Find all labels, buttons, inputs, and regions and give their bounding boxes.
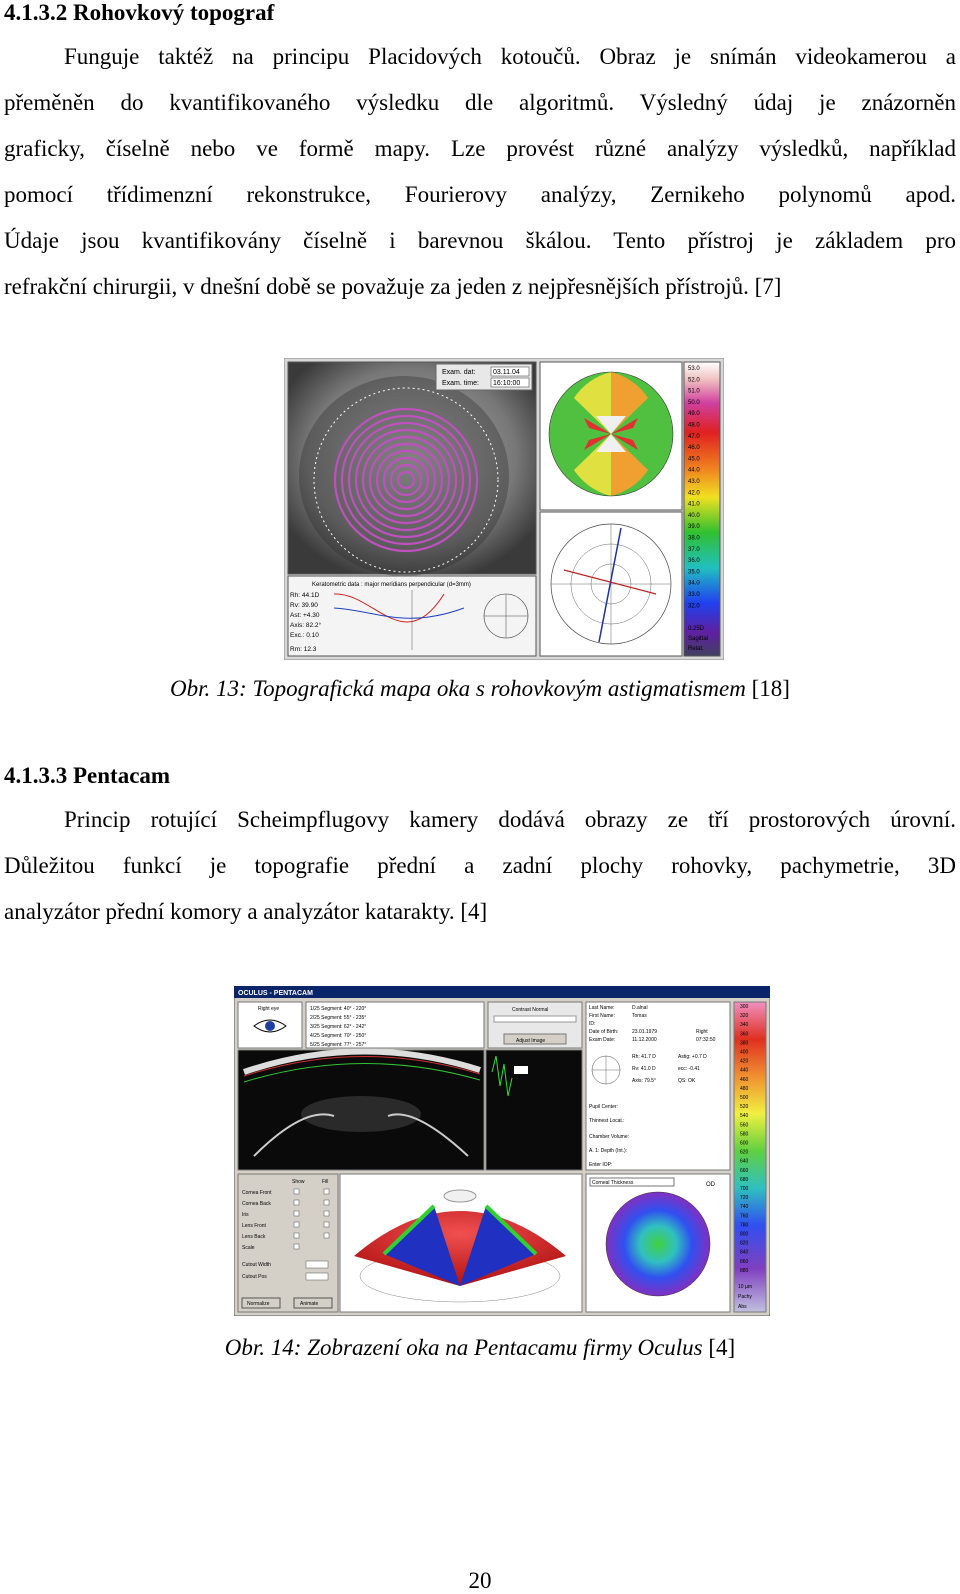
measure: Rh: 41.7 D: [632, 1054, 656, 1060]
scale-footer: Sagittal: [688, 636, 709, 642]
od-label: OD: [706, 1182, 715, 1188]
scale-value: 33.0: [688, 592, 700, 598]
measure: QS: OK: [678, 1078, 696, 1084]
scale-value: 48.0: [688, 422, 700, 429]
paragraph-pentacam: [4, 797, 956, 935]
pachy-scale-value: 640: [740, 1158, 749, 1165]
segment-item[interactable]: 3/25 Segment: 62° - 242°: [310, 1024, 367, 1030]
pachy-scale-value: 540: [740, 1113, 749, 1120]
paragraph-line: pomocí třídimenzní rekonstrukce, Fourierovy analýzy, Zernikeho polynomů apod.: [4, 182, 956, 207]
measure: ecc: -0.41: [678, 1066, 700, 1072]
scale-value: 32.0: [688, 603, 700, 610]
pachy-scale-value: 740: [740, 1204, 749, 1211]
scale-value: 42.0: [688, 490, 700, 497]
scale-value: 53.0: [688, 366, 700, 372]
fill-checkbox[interactable]: [324, 1200, 329, 1205]
patient-label: ID:: [589, 1021, 596, 1027]
scale-footer: Relat.: [688, 646, 704, 652]
show-checkbox[interactable]: [294, 1222, 299, 1227]
pachy-scale-value: 520: [740, 1104, 749, 1111]
figure-topography-map: [284, 358, 724, 660]
pachy-scale-value: 840: [740, 1249, 749, 1256]
scale-value: 51.0: [688, 388, 700, 395]
pupil-row: Enter IOP:: [589, 1162, 613, 1168]
show-row-label: Scale: [242, 1245, 255, 1251]
keratometric-panel: [288, 576, 536, 656]
pachy-footer: 10 µm: [738, 1284, 752, 1290]
cutout-pos-input[interactable]: [306, 1273, 328, 1280]
paragraph-line: Důležitou funkcí je topografie přední a zadní plochy rohovky, pachymetrie, 3D: [4, 853, 956, 878]
patient-label: Exam Date:: [589, 1037, 616, 1043]
pachy-scale-value: 700: [740, 1186, 749, 1192]
pachy-scale-value: 800: [740, 1231, 749, 1238]
scale-value: 49.0: [688, 411, 700, 418]
pachy-scale-value: 860: [740, 1258, 749, 1265]
show-checkbox[interactable]: [294, 1244, 299, 1249]
window-title: OCULUS - PENTACAM: [238, 990, 313, 997]
pachy-scale-value: 420: [740, 1058, 749, 1065]
measure: Astig: +0.7 D: [678, 1054, 707, 1060]
scale-value: 47.0: [688, 433, 700, 440]
pachy-scale-value: 580: [740, 1131, 749, 1138]
eye-image-panel: [288, 362, 536, 576]
exam-time-value: 16:10:00: [493, 380, 521, 387]
page-number: 20: [468, 1568, 492, 1593]
segment-item[interactable]: 2/25 Segment: 55° - 235°: [310, 1015, 367, 1021]
segment-item[interactable]: 5/25 Segment: 77° - 257°: [310, 1042, 367, 1048]
measure: Rv: 41.0 D: [632, 1066, 656, 1072]
pachy-scale-value: 760: [740, 1213, 749, 1220]
scale-value: 35.0: [688, 569, 700, 576]
paragraph-line: přeměněn do kvantifikovaného výsledku dle algoritmů. Výsledný údaj je znázorněn: [4, 90, 956, 115]
cutout-label: Cutout Pos: [242, 1274, 267, 1280]
scale-value: 52.0: [688, 377, 700, 384]
curvature-map-panel: [540, 362, 682, 510]
fill-header: Fill: [322, 1179, 329, 1185]
adjust-image-label: Adjust Image: [516, 1038, 546, 1044]
eye-value: Right: [696, 1029, 708, 1035]
pupil-row: Pupil Center:: [589, 1104, 618, 1110]
exam-time-label: Exam. time:: [442, 380, 479, 387]
paragraph-line: Princip rotující Scheimpflugovy kamery dodává obrazy ze tří prostorových úrovní.: [64, 807, 956, 832]
patient-value: 11.12.2000: [632, 1037, 657, 1043]
paragraph-line: refrakční chirurgii, v dnešní době se považuje za jeden z nejpřesnějších přístrojů. [7]: [4, 274, 782, 299]
show-header: Show: [292, 1179, 305, 1185]
scale-value: 44.0: [688, 467, 700, 474]
pachy-scale-value: 720: [740, 1195, 749, 1202]
caption-text: Obr. 14: Zobrazení oka na Pentacamu firmy Oculus: [224, 1335, 703, 1360]
segment-item[interactable]: 4/25 Segment: 70° - 250°: [310, 1033, 367, 1039]
show-row-label: Cornea Front: [242, 1190, 272, 1196]
contrast-slider[interactable]: [494, 1016, 576, 1022]
pachy-footer: Abs: [738, 1304, 747, 1310]
paragraph-line: Funguje taktéž na principu Placidových kotoučů. Obraz je snímán videokamerou a: [64, 44, 956, 69]
contrast-label: Contrast Normal: [512, 1007, 549, 1013]
pachy-footer: Pachy: [738, 1294, 752, 1300]
segment-item[interactable]: 1/25 Segment: 40° - 220°: [310, 1006, 367, 1012]
paragraph-corneal-topograph: [4, 34, 956, 310]
figure-caption-topography: [0, 675, 960, 703]
patient-label: First Name:: [589, 1013, 615, 1019]
scale-value: 45.0: [688, 456, 700, 463]
pachy-scale-value: 660: [740, 1167, 749, 1174]
paragraph-line: graficky, číselně nebo ve formě mapy. Lze provést různé analýzy výsledků, například: [4, 136, 956, 161]
pupil-row: Thinnest Locat.:: [589, 1118, 625, 1124]
measure: Axis: 79.5°: [632, 1078, 656, 1084]
fill-checkbox[interactable]: [324, 1222, 329, 1227]
scale-value: 41.0: [688, 501, 700, 508]
paragraph-line: Údaje jsou kvantifikovány číselně i barevnou škálou. Tento přístroj je základem pro: [4, 228, 956, 253]
scale-value: 38.0: [688, 535, 700, 542]
show-checkbox[interactable]: [294, 1211, 299, 1216]
patient-label: Last Name:: [589, 1005, 615, 1011]
window-title-bar[interactable]: [234, 986, 770, 998]
color-scale-legend: [684, 362, 720, 656]
patient-value: D.alnal: [632, 1005, 648, 1011]
cutout-label: Cutout Width: [242, 1262, 271, 1268]
pachy-scale-value: 480: [740, 1085, 749, 1092]
pachy-scale-value: 620: [740, 1149, 749, 1156]
figure-pentacam-window: [234, 986, 770, 1316]
show-row-label: Cornea Back: [242, 1201, 271, 1207]
pachy-scale-value: 880: [740, 1267, 749, 1274]
caption-reference: [4]: [702, 1335, 736, 1360]
keratometric-title: Keratometric data : major meridians perpendicular (d=3mm): [312, 582, 471, 588]
patient-value: 23.01.1979: [632, 1029, 658, 1035]
scale-value: 40.0: [688, 512, 700, 519]
pachy-scale-value: 320: [740, 1013, 749, 1020]
eye-label: Right eye: [258, 1006, 280, 1012]
pachy-scale-value: 360: [740, 1031, 749, 1038]
show-row-label: Lens Back: [242, 1234, 266, 1240]
animate-label: Animate: [300, 1301, 319, 1307]
fill-checkbox[interactable]: [324, 1189, 329, 1194]
pachy-scale-value: 820: [740, 1240, 749, 1247]
show-row-label: Lens Front: [242, 1223, 266, 1229]
paragraph-line: analyzátor přední komory a analyzátor katarakty. [4]: [4, 899, 488, 924]
pachy-scale-value: 560: [740, 1122, 749, 1129]
section-heading-corneal-topograph: 4.1.3.2 Rohovkový topograf: [4, 0, 275, 25]
scale-value: 43.0: [688, 479, 700, 485]
pachy-scale-value: 440: [740, 1067, 749, 1074]
fill-checkbox[interactable]: [324, 1233, 329, 1238]
kerato-row: Axis: 82.2°: [290, 622, 322, 629]
pachy-scale-value: 780: [740, 1222, 749, 1229]
scale-value: 39.0: [688, 524, 700, 531]
patient-label: Date of Birth:: [589, 1029, 619, 1035]
pachy-scale-value: 680: [740, 1176, 749, 1183]
scale-value: 37.0: [688, 546, 700, 553]
kerato-row: Rm: 12.3: [290, 646, 317, 653]
pachy-scale-value: 400: [740, 1049, 749, 1056]
pachy-scale-value: 380: [740, 1040, 749, 1047]
show-row-label: Iris: [242, 1212, 249, 1218]
pachy-color-scale: [734, 1002, 766, 1312]
caption-reference: [18]: [745, 676, 790, 701]
kerato-row: Rv: 39.90: [290, 602, 318, 609]
section-heading-pentacam: 4.1.3.3 Pentacam: [4, 763, 171, 788]
figure-caption-pentacam: [0, 1334, 960, 1362]
pachy-scale-value: 460: [740, 1076, 749, 1083]
scale-value: 50.0: [688, 399, 700, 406]
show-checkbox[interactable]: [294, 1233, 299, 1238]
cutout-width-input[interactable]: [306, 1261, 328, 1268]
scale-value: 36.0: [688, 558, 700, 565]
time-value: 07:32:50: [696, 1037, 716, 1043]
kerato-row: Ast: +4.30: [290, 612, 320, 619]
show-checkbox[interactable]: [294, 1189, 299, 1194]
pachy-scale-value: 300: [740, 1004, 749, 1010]
fill-checkbox[interactable]: [324, 1211, 329, 1216]
pupil-row: Chamber Volume:: [589, 1134, 630, 1140]
scale-footer: 0.25D: [688, 626, 705, 632]
caption-text: Obr. 13: Topografická mapa oka s rohovkovým astigmatismem: [170, 676, 746, 701]
pupil-row: A. 1: Depth (Int.):: [589, 1148, 628, 1154]
scale-value: 46.0: [688, 445, 700, 452]
polar-diagram-panel: [540, 512, 682, 656]
normalize-label: Normalize: [247, 1301, 270, 1307]
kerato-row: Rh: 44.1D: [290, 592, 320, 599]
patient-value: Tomas: [632, 1013, 647, 1019]
pachy-scale-value: 600: [740, 1140, 749, 1147]
pachy-scale-value: 340: [740, 1022, 749, 1029]
exam-date-value: 03.11.04: [493, 369, 520, 376]
kerato-row: Exc.: 0.10: [290, 632, 319, 639]
thickness-label: Corneal Thickness: [592, 1180, 634, 1186]
scale-value: 34.0: [688, 580, 700, 587]
pachy-scale-value: 500: [740, 1095, 749, 1101]
show-checkbox[interactable]: [294, 1200, 299, 1205]
exam-date-label: Exam. dat:: [442, 369, 476, 376]
